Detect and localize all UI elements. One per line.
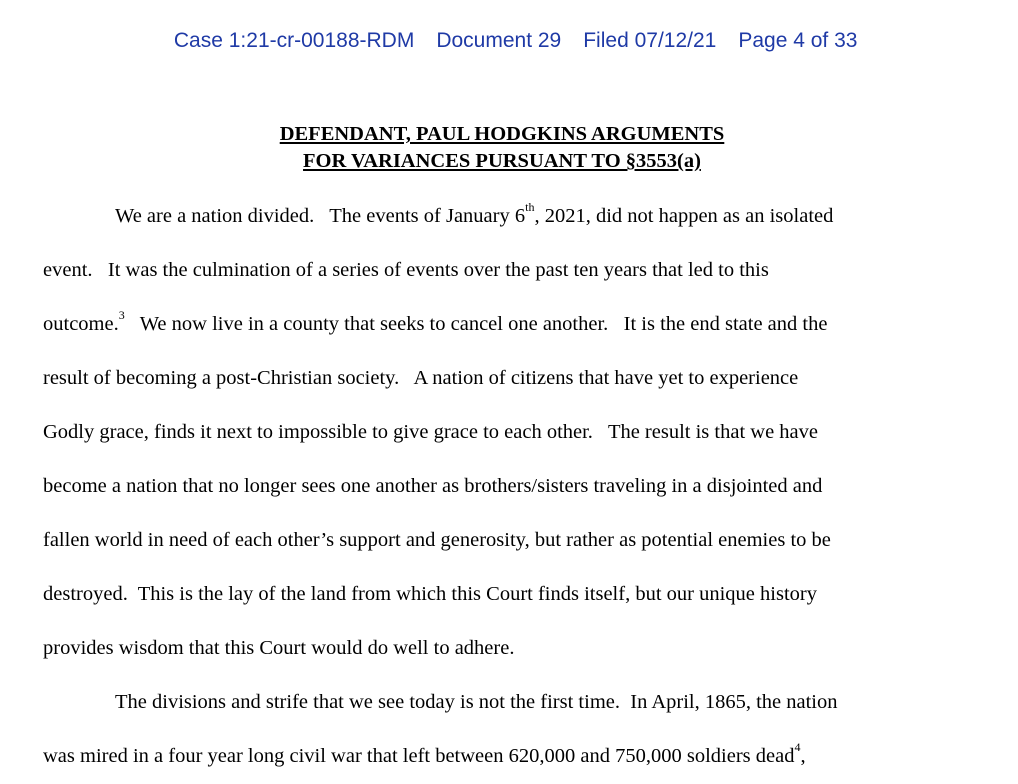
section-title-line-2: FOR VARIANCES PURSUANT TO §3553(a) [303,150,701,172]
body-line: provides wisdom that this Court would do well to adhere. [43,637,515,659]
body-line: result of becoming a post-Christian society. A nation of citizens that have yet to experience [43,367,799,389]
case-number: Case 1:21-cr-00188-RDM [173,29,415,52]
court-filing-header [0,2,1008,80]
footnote-reference-3: 3 [118,308,125,323]
page-number: Page 4 of 33 [738,29,858,52]
ordinal-superscript: th [525,200,535,215]
document-number: Document 29 [436,29,562,52]
body-line: destroyed. This is the lay of the land from which this Court finds itself, but our unique history [43,583,817,605]
section-title-line-1: DEFENDANT, PAUL HODGKINS ARGUMENTS [279,123,725,145]
footnote-reference-4: 4 [794,740,801,755]
body-line: was mired in a four year long civil war that left between 620,000 and 750,000 soldiers dead$^4$, [43,740,806,767]
filed-date: Filed 07/12/21 [583,29,717,52]
body-line: fallen world in need of each other’s support and generosity, but rather as potential enemies to be [43,529,831,551]
body-line: outcome.$^3$ We now live in a county that seeks to cancel one another. It is the end state and the [43,308,828,335]
body-line: The divisions and strife that we see today is not the first time. In April, 1865, the nation [115,691,838,713]
body-line: event. It was the culmination of a series of events over the past ten years that led to this [43,259,769,281]
body-line: become a nation that no longer sees one another as brothers/sisters traveling in a disjointed and [43,475,823,497]
body-line: Godly grace, finds it next to impossible to give grace to each other. The result is that we have [43,421,818,443]
body-line: We are a nation divided. The events of January 6th, 2021, did not happen as an isolated [115,200,834,227]
